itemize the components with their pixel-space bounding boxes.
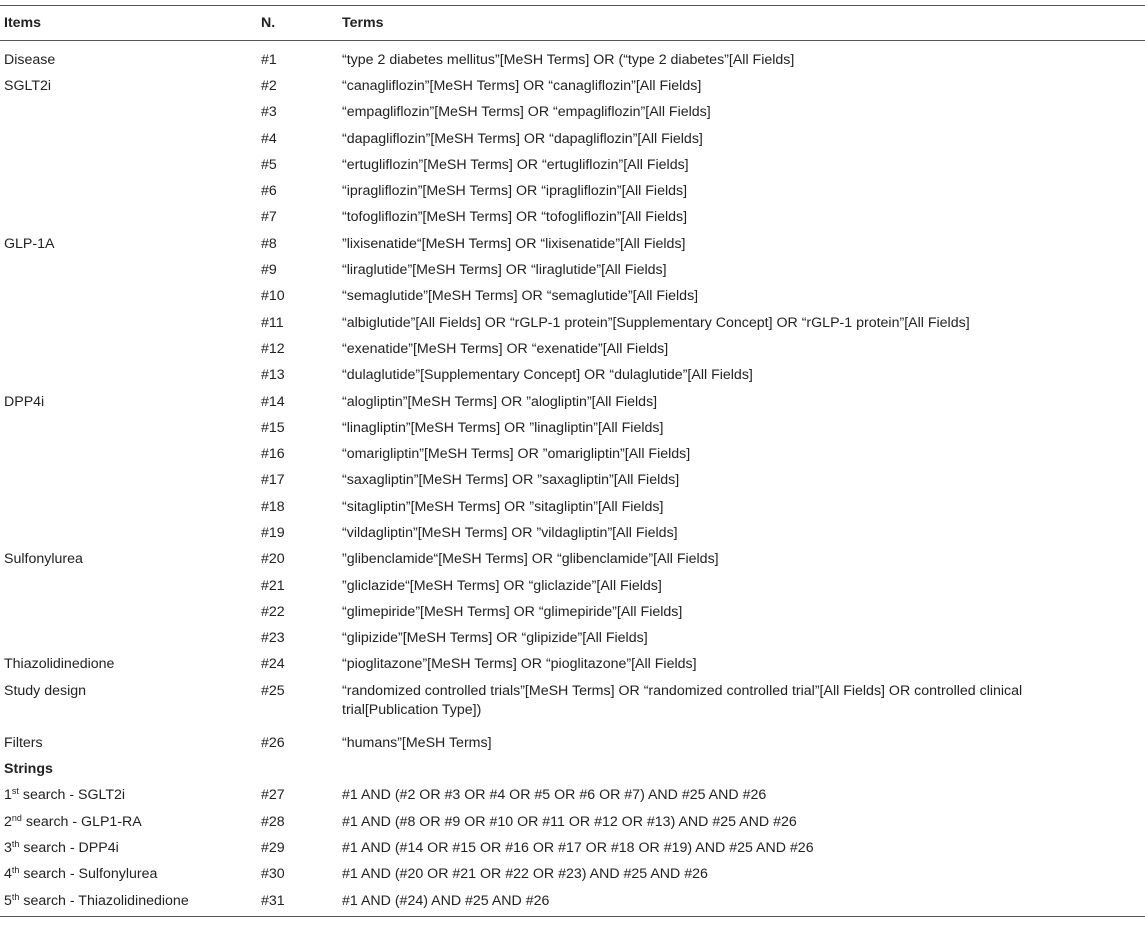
number-cell: #7 <box>261 209 277 226</box>
terms-cell: “semaglutide”[MeSH Terms] OR “semaglutide”[All Fields] <box>342 288 699 305</box>
search-label-cell <box>0 809 257 835</box>
table-header <box>0 6 1145 41</box>
terms-cell: “albiglutide”[All Fields] OR “rGLP-1 protein”[Supplementary Concept] OR “rGLP-1 protein”[All Fields] <box>342 314 970 331</box>
number-cell: #11 <box>261 314 284 331</box>
number-cell: #8 <box>261 235 277 252</box>
item-cell: Sulfonylurea <box>4 551 83 568</box>
table-row <box>0 389 1145 415</box>
table-row <box>0 284 1145 310</box>
search-label-cell <box>0 835 257 861</box>
terms-cell: “dulaglutide”[Supplementary Concept] OR “dulaglutide”[All Fields] <box>342 367 753 384</box>
number-cell: #30 <box>261 866 285 883</box>
ordinal-suffix: st <box>11 786 19 797</box>
table-row <box>0 626 1145 652</box>
header-n: N. <box>257 6 338 41</box>
number-cell: #10 <box>261 288 285 305</box>
item-cell <box>0 205 257 231</box>
number-cell: #6 <box>261 183 277 200</box>
number-cell: #31 <box>257 888 338 917</box>
terms-cell: “sitagliptin”[MeSH Terms] OR ”sitagliptin”[All Fields] <box>342 498 664 515</box>
table-row <box>0 415 1145 441</box>
item-cell <box>0 494 257 520</box>
number-cell: #15 <box>261 419 285 436</box>
item-cell: Thiazolidinedione <box>4 656 115 673</box>
terms-cell: “alogliptin”[MeSH Terms] OR ”alogliptin”[All Fields] <box>342 393 658 410</box>
string-row <box>0 862 1145 888</box>
terms-cell: #1 AND (#14 OR #15 OR #16 OR #17 OR #18 OR #19) AND #25 AND #26 <box>342 839 814 856</box>
number-cell: #27 <box>261 787 285 804</box>
number-cell: #4 <box>261 130 277 147</box>
number-cell: #28 <box>261 813 285 830</box>
terms-cell: #1 AND (#20 OR #21 OR #22 OR #23) AND #25 AND #26 <box>342 866 708 883</box>
terms-cell: ”glibenclamide“[MeSH Terms] OR “glibenclamide”[All Fields] <box>342 551 719 568</box>
table-row <box>0 678 1145 730</box>
table-row <box>0 494 1145 520</box>
search-ordinal: 1 <box>4 787 12 804</box>
table-row <box>0 41 1145 74</box>
item-cell <box>0 152 257 178</box>
terms-cell: #1 AND (#8 OR #9 OR #10 OR #11 OR #12 OR #13) AND #25 AND #26 <box>342 813 797 830</box>
ordinal-suffix: th <box>11 892 20 903</box>
item-cell: GLP-1A <box>4 235 55 252</box>
terms-cell: “tofogliflozin”[MeSH Terms] OR “tofogliflozin”[All Fields] <box>342 209 688 226</box>
table-row <box>0 126 1145 152</box>
table-row <box>0 730 1145 756</box>
item-cell <box>0 363 257 389</box>
search-name: search - Thiazolidinedione <box>19 893 189 910</box>
search-ordinal: 5 <box>4 893 12 910</box>
search-name: search - Sulfonylurea <box>19 866 158 883</box>
item-cell <box>0 626 257 652</box>
terms-cell: “pioglitazone”[MeSH Terms] OR “pioglitazone”[All Fields] <box>342 656 697 673</box>
number-cell: #21 <box>261 577 285 594</box>
number-cell: #13 <box>261 367 285 384</box>
item-cell <box>0 284 257 310</box>
terms-cell: “glimepiride”[MeSH Terms] OR “glimepiride”[All Fields] <box>342 603 683 620</box>
number-cell: #5 <box>261 156 277 173</box>
search-label-cell <box>0 783 257 809</box>
number-cell: #19 <box>261 524 285 541</box>
item-cell <box>0 257 257 283</box>
terms-cell: #1 AND (#2 OR #3 OR #4 OR #5 OR #6 OR #7) AND #25 AND #26 <box>342 787 767 804</box>
search-ordinal: 3 <box>4 839 12 856</box>
search-name: search - DPP4i <box>19 839 119 856</box>
terms-cell: “dapagliflozin”[MeSH Terms] OR “dapagliflozin”[All Fields] <box>342 130 703 147</box>
item-cell <box>0 573 257 599</box>
string-row <box>0 809 1145 835</box>
number-cell: #17 <box>261 472 285 489</box>
item-cell <box>0 441 257 467</box>
item-cell <box>0 520 257 546</box>
section-label: Strings <box>4 761 53 778</box>
table-row <box>0 573 1145 599</box>
number-cell: #20 <box>261 551 285 568</box>
terms-cell: “glipizide”[MeSH Terms] OR “glipizide”[All Fields] <box>342 630 648 647</box>
search-label-cell <box>0 862 257 888</box>
header-items: Items <box>0 6 257 41</box>
item-cell: DPP4i <box>4 393 45 410</box>
table-row <box>0 178 1145 204</box>
search-ordinal: 4 <box>4 866 12 883</box>
table-row <box>0 468 1145 494</box>
table-row <box>0 520 1145 546</box>
string-row <box>0 835 1145 861</box>
section-empty <box>338 756 1145 782</box>
terms-cell: #1 AND (#24) AND #25 AND #26 <box>338 888 1145 917</box>
item-cell: Study design <box>4 683 87 700</box>
table-row <box>0 152 1145 178</box>
terms-cell: ”gliclazide“[MeSH Terms] OR “gliclazide”[All Fields] <box>342 577 662 594</box>
number-cell: #16 <box>261 446 285 463</box>
item-cell <box>0 599 257 625</box>
item-cell <box>0 126 257 152</box>
terms-cell: “empagliflozin”[MeSH Terms] OR “empagliflozin”[All Fields] <box>342 104 711 121</box>
item-cell <box>0 310 257 336</box>
terms-cell: “canagliflozin”[MeSH Terms] OR “canagliflozin”[All Fields] <box>342 77 702 94</box>
item-cell: Disease <box>4 51 56 68</box>
item-cell <box>0 415 257 441</box>
terms-cell: “type 2 diabetes mellitus”[MeSH Terms] OR (“type 2 diabetes”[All Fields] <box>342 51 795 68</box>
terms-cell: “randomized controlled trials”[MeSH Terms] OR “randomized controlled trial”[All Fields] OR controlled clinical trial[Publication Type]) <box>342 683 1023 719</box>
search-label-cell <box>0 888 257 917</box>
number-cell: #1 <box>261 51 277 68</box>
number-cell: #3 <box>261 104 277 121</box>
terms-cell: “ertugliflozin”[MeSH Terms] OR “ertugliflozin”[All Fields] <box>342 156 689 173</box>
table-row <box>0 205 1145 231</box>
table-row <box>0 231 1145 257</box>
string-row <box>0 888 1145 917</box>
terms-cell: “ipragliflozin”[MeSH Terms] OR “ipragliflozin”[All Fields] <box>342 183 688 200</box>
table-row <box>0 547 1145 573</box>
number-cell: #18 <box>261 498 285 515</box>
number-cell: #23 <box>261 630 285 647</box>
ordinal-suffix: th <box>11 838 20 849</box>
number-cell: #29 <box>261 839 285 856</box>
table-row <box>0 599 1145 625</box>
item-cell: Filters <box>4 734 43 751</box>
table-row <box>0 652 1145 678</box>
terms-cell: “exenatide”[MeSH Terms] OR “exenatide”[All Fields] <box>342 340 669 357</box>
terms-cell: ”lixisenatide“[MeSH Terms] OR “lixisenatide”[All Fields] <box>342 235 686 252</box>
table-row <box>0 73 1145 99</box>
terms-cell: “liraglutide”[MeSH Terms] OR “liraglutide”[All Fields] <box>342 262 667 279</box>
search-ordinal: 2 <box>4 813 12 830</box>
number-cell: #24 <box>261 656 285 673</box>
ordinal-suffix: th <box>11 865 20 876</box>
item-cell <box>0 336 257 362</box>
table-row <box>0 441 1145 467</box>
number-cell: #9 <box>261 262 277 279</box>
item-cell <box>0 468 257 494</box>
header-terms: Terms <box>338 6 1145 41</box>
number-cell: #26 <box>261 734 285 751</box>
table-row <box>0 336 1145 362</box>
table-row <box>0 257 1145 283</box>
table-row <box>0 100 1145 126</box>
terms-cell: “humans”[MeSH Terms] <box>342 734 492 751</box>
number-cell: #12 <box>261 340 285 357</box>
item-cell: SGLT2i <box>4 77 52 94</box>
number-cell: #22 <box>261 603 285 620</box>
header-row <box>0 6 1145 41</box>
item-cell <box>0 100 257 126</box>
section-empty <box>257 756 338 782</box>
number-cell: #25 <box>261 683 285 700</box>
terms-cell: “linagliptin”[MeSH Terms] OR ”linagliptin”[All Fields] <box>342 419 664 436</box>
number-cell: #14 <box>261 393 285 410</box>
search-strategy-table <box>0 5 1145 917</box>
terms-cell: “vildagliptin”[MeSH Terms] OR ”vildagliptin”[All Fields] <box>342 524 678 541</box>
search-name: search - SGLT2i <box>18 787 126 804</box>
table-row <box>0 363 1145 389</box>
ordinal-suffix: nd <box>11 812 22 823</box>
string-row <box>0 783 1145 809</box>
item-cell <box>0 178 257 204</box>
section-row <box>0 756 1145 782</box>
table-row <box>0 310 1145 336</box>
number-cell: #2 <box>261 77 277 94</box>
terms-cell: “saxagliptin”[MeSH Terms] OR ”saxagliptin”[All Fields] <box>342 472 680 489</box>
table-body <box>0 41 1145 917</box>
search-name: search - GLP1-RA <box>21 813 142 830</box>
terms-cell: “omarigliptin”[MeSH Terms] OR ”omarigliptin”[All Fields] <box>342 446 691 463</box>
